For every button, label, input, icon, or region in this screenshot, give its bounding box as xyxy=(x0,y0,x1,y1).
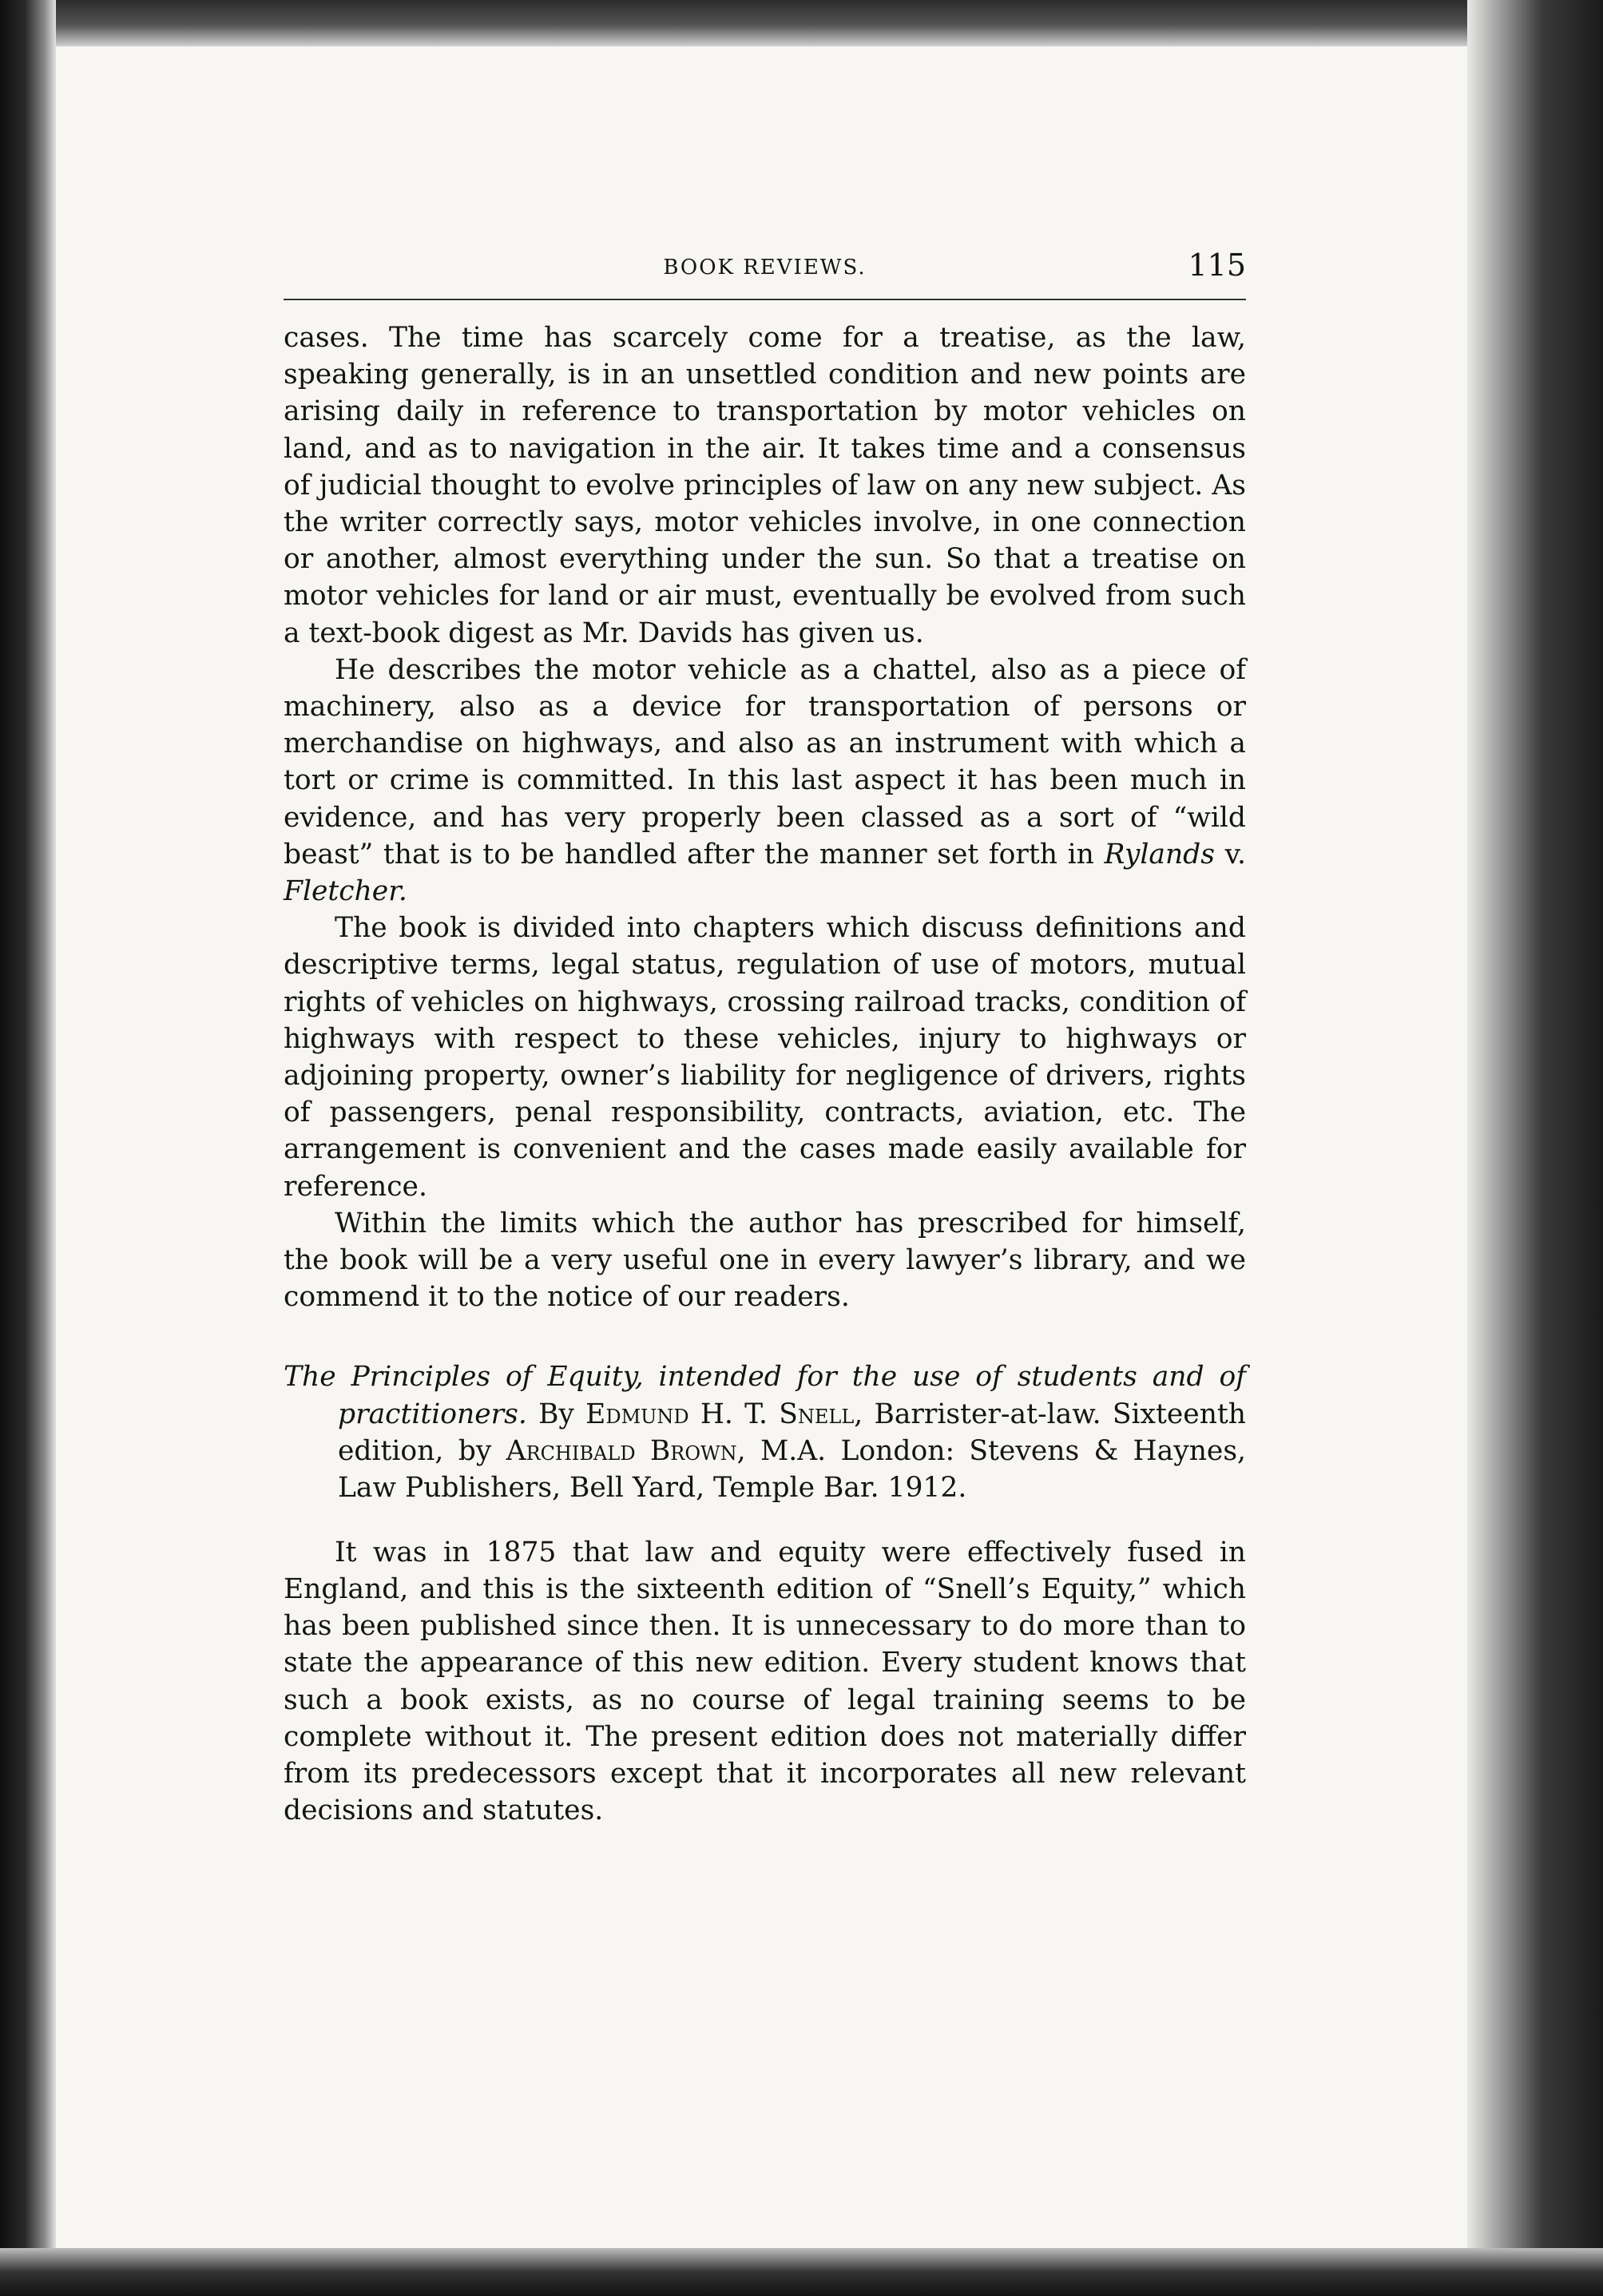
case-versus: v. xyxy=(1214,838,1246,870)
running-head xyxy=(284,248,1246,300)
scan-border-left xyxy=(0,0,56,2296)
running-title: BOOK REVIEWS. xyxy=(663,256,867,280)
book-editor: Archibald Brown xyxy=(506,1434,737,1467)
case-name-defendant: Fletcher. xyxy=(284,875,407,908)
scan-border-top xyxy=(0,0,1603,46)
citation-by: By xyxy=(526,1398,586,1430)
review2-paragraph-1: It was in 1875 that law and equity were effectively fused in England, and this is the sixteenth edition of “Snell’s Equity,” which has been published since then. It is unnecessary to do more than to state the appearance of this new edition. Every student knows that such a book exists, as no course of legal training seems to be complete without it. The present edition does not materially differ from its predecessors except that it incorporates all new relevant decisions and statutes. xyxy=(284,1536,1246,1827)
scan-border-bottom xyxy=(0,2248,1603,2296)
case-name-plaintiff: Rylands xyxy=(1104,838,1215,870)
review-paragraph-2 xyxy=(284,652,1246,910)
review-paragraph-3: The book is divided into chapters which discuss definitions and descriptive terms, legal status, regulation of use of motors, mutual rights of vehicles on highways, crossing railroad tracks, condition of highways with respect to these vehicles, injury to highways or adjoining property, owner’s liability for negligence of drivers, rights of passengers, penal responsibility, contracts, aviation, etc. The arrangement is convenient and the cases made easily available for reference. xyxy=(284,912,1246,1203)
scan-border-right xyxy=(1467,0,1603,2296)
paragraph-text: He describes the motor vehicle as a chattel, also as a piece of machinery, also as a device for transportation of persons or merchandise on highways, and also as an instrument with which a tort or crime is committed. In this last aspect it has been much in evidence, and has very properly been classed as a sort of “wild beast” that is to be handled after the manner set forth in xyxy=(284,653,1246,870)
review-paragraph-1: cases. The time has scarcely come for a treatise, as the law, speaking generally, is in an unsettled condition and new points are arising daily in reference to transportation by motor vehicles on land, and as to navigation in the air. It takes time and a consensus of judicial thought to evolve principles of law on any new subject. As the writer correctly says, motor vehicles involve, in one connection or another, almost everything under the sun. So that a treatise on motor vehicles for land or air must, eventually be evolved from such a text-book digest as Mr. Davids has given us. xyxy=(284,322,1246,649)
book-title: The Principles of Equity, intended for the use of students and of practitioners. xyxy=(284,1361,1246,1430)
page-content xyxy=(284,248,1246,1829)
book-citation xyxy=(284,1358,1246,1506)
page-number: 115 xyxy=(1188,248,1246,283)
author-suffix: , Barrister-at-law. Sixteenth edition, by xyxy=(338,1398,1246,1467)
publication-details: , M.A. London: Stevens & Haynes, Law Publishers, Bell Yard, Temple Bar. 1912. xyxy=(338,1434,1247,1505)
book-author: Edmund H. T. Snell xyxy=(585,1398,855,1430)
review-paragraph-4: Within the limits which the author has prescribed for himself, the book will be a very useful one in every lawyer’s library, and we commend it to the notice of our readers. xyxy=(284,1207,1246,1314)
